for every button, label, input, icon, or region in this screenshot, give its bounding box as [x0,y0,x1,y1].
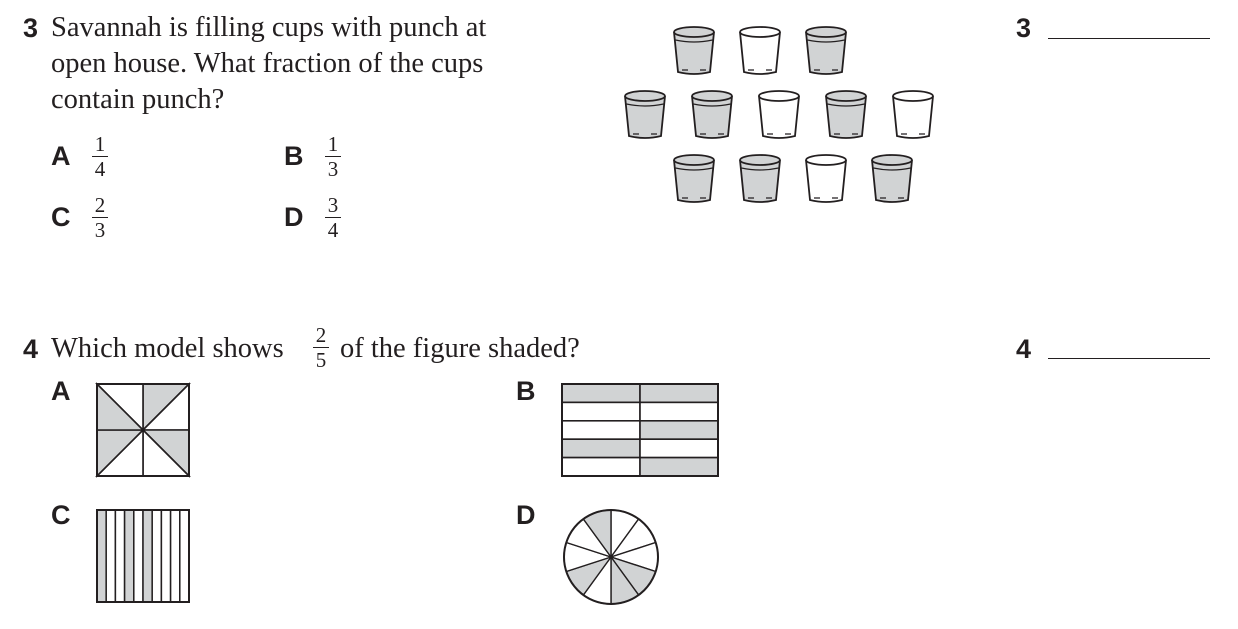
q3-choice-a-fraction [92,133,108,180]
question-3-stem [51,10,571,118]
grid-cell [640,439,718,457]
grid-cell [640,421,718,439]
denominator: 3 [327,157,339,181]
cup-with-punch [806,27,846,74]
grid-cell [562,458,640,476]
cup-with-punch [625,91,665,138]
strip [143,510,152,602]
grid-cell [640,402,718,420]
question-4-number: 4 [23,334,39,364]
q4-choice-b-letter[interactable]: B [516,376,536,406]
q3-choice-c-fraction [92,194,108,241]
strip [171,510,180,602]
question-4-stem [51,331,284,367]
question-4-answer-label: 4 [1016,334,1032,364]
numerator: 1 [94,132,106,156]
q3-choice-a-letter[interactable]: A [51,141,71,171]
grid-cell [562,421,640,439]
grid-cell [562,439,640,457]
question-4-stem-before: Which model shows [51,333,284,364]
cups-illustration [615,20,955,220]
grid-cell [562,402,640,420]
cup-with-punch [674,27,714,74]
numerator: 1 [327,132,339,156]
q3-choice-d-fraction [325,194,341,241]
question-3-stem-line: Savannah is filling cups with punch at [51,12,487,43]
denominator: 5 [315,348,327,372]
q3-choice-c-letter[interactable]: C [51,202,71,232]
denominator: 4 [94,157,106,181]
question-4-stem-after: of the figure shaded? [340,333,580,364]
question-3-answer-label: 3 [1016,13,1032,43]
strip [161,510,170,602]
denominator: 3 [94,218,106,242]
strip [106,510,115,602]
q4-choice-a-letter[interactable]: A [51,376,71,406]
empty-cup [759,91,799,138]
strip [180,510,189,602]
empty-cup [740,27,780,74]
numerator: 2 [315,323,327,347]
numerator: 3 [327,193,339,217]
question-3-stem-line: open house. What fraction of the cups [51,48,484,79]
empty-cup [893,91,933,138]
q4-choice-d-letter[interactable]: D [516,500,536,530]
cup-with-punch [826,91,866,138]
q3-choice-b-fraction [325,133,341,180]
denominator: 4 [327,218,339,242]
strip [152,510,161,602]
cup-with-punch [872,155,912,202]
grid-cell [562,384,640,402]
grid-cell [640,458,718,476]
strip [97,510,106,602]
question-3-number: 3 [23,13,39,43]
q4-model-b-grid[interactable] [560,382,720,478]
question-3-answer-line[interactable] [1048,38,1210,39]
q3-choice-d-letter[interactable]: D [284,202,304,232]
cup-with-punch [692,91,732,138]
question-4-answer-line[interactable] [1048,358,1210,359]
question-3-stem-line: contain punch? [51,84,225,115]
question-4-fraction [313,324,329,371]
numerator: 2 [94,193,106,217]
empty-cup [806,155,846,202]
cup-with-punch [674,155,714,202]
strip [134,510,143,602]
grid-cell [640,384,718,402]
q4-choice-c-letter[interactable]: C [51,500,71,530]
strip [125,510,134,602]
cup-with-punch [740,155,780,202]
q4-model-a-square[interactable] [95,382,191,478]
q4-model-d-circle[interactable] [561,507,661,607]
q3-choice-b-letter[interactable]: B [284,141,304,171]
q4-model-c-strips[interactable] [95,508,191,604]
strip [115,510,124,602]
